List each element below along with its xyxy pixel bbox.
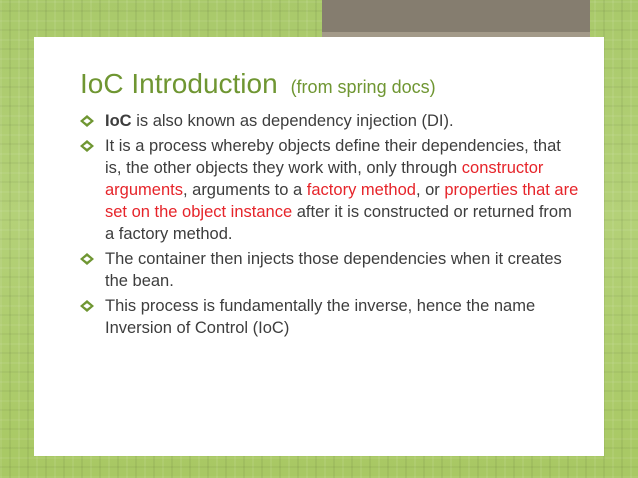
- slide-tab-decoration: [322, 0, 590, 37]
- bullet-2-text-1: It is a process whereby objects define their dependencies, that is, the other objects they work with, only through: [105, 137, 561, 177]
- bullet-1-text: is also known as dependency injection (DI).: [136, 112, 454, 130]
- hollow-diamond-bullet-icon: [80, 253, 94, 265]
- bullet-item-4: [80, 295, 580, 339]
- bullet-2-text-4: after it is constructed or returned from a factory method.: [105, 203, 572, 243]
- hollow-diamond-bullet-icon: [80, 140, 94, 152]
- bullet-item-1: [80, 110, 580, 132]
- highlight-constructor-arguments: constructor arguments: [105, 159, 544, 199]
- title-main: IoC Introduction: [80, 68, 278, 99]
- hollow-diamond-bullet-icon: [80, 300, 94, 312]
- bullet-item-3: [80, 248, 580, 292]
- slide-title: [80, 64, 436, 101]
- bullet-list: [80, 110, 580, 342]
- bullet-4-text: This process is fundamentally the inverse, hence the name Inversion of Control (IoC): [105, 297, 536, 337]
- bullet-item-2: [80, 135, 580, 245]
- highlight-properties-on-object: properties that are set on the object instance: [105, 181, 579, 221]
- highlight-factory-method: factory method: [306, 181, 416, 199]
- hollow-diamond-bullet-icon: [80, 115, 94, 127]
- bullet-2-text-2: , arguments to a: [182, 181, 303, 199]
- bullet-3-text: The container then injects those dependencies when it creates the bean.: [105, 250, 562, 290]
- title-subtitle: (from spring docs): [290, 77, 436, 97]
- bullet-2-text-3: , or: [415, 181, 440, 199]
- bullet-1-lead: IoC: [105, 112, 132, 130]
